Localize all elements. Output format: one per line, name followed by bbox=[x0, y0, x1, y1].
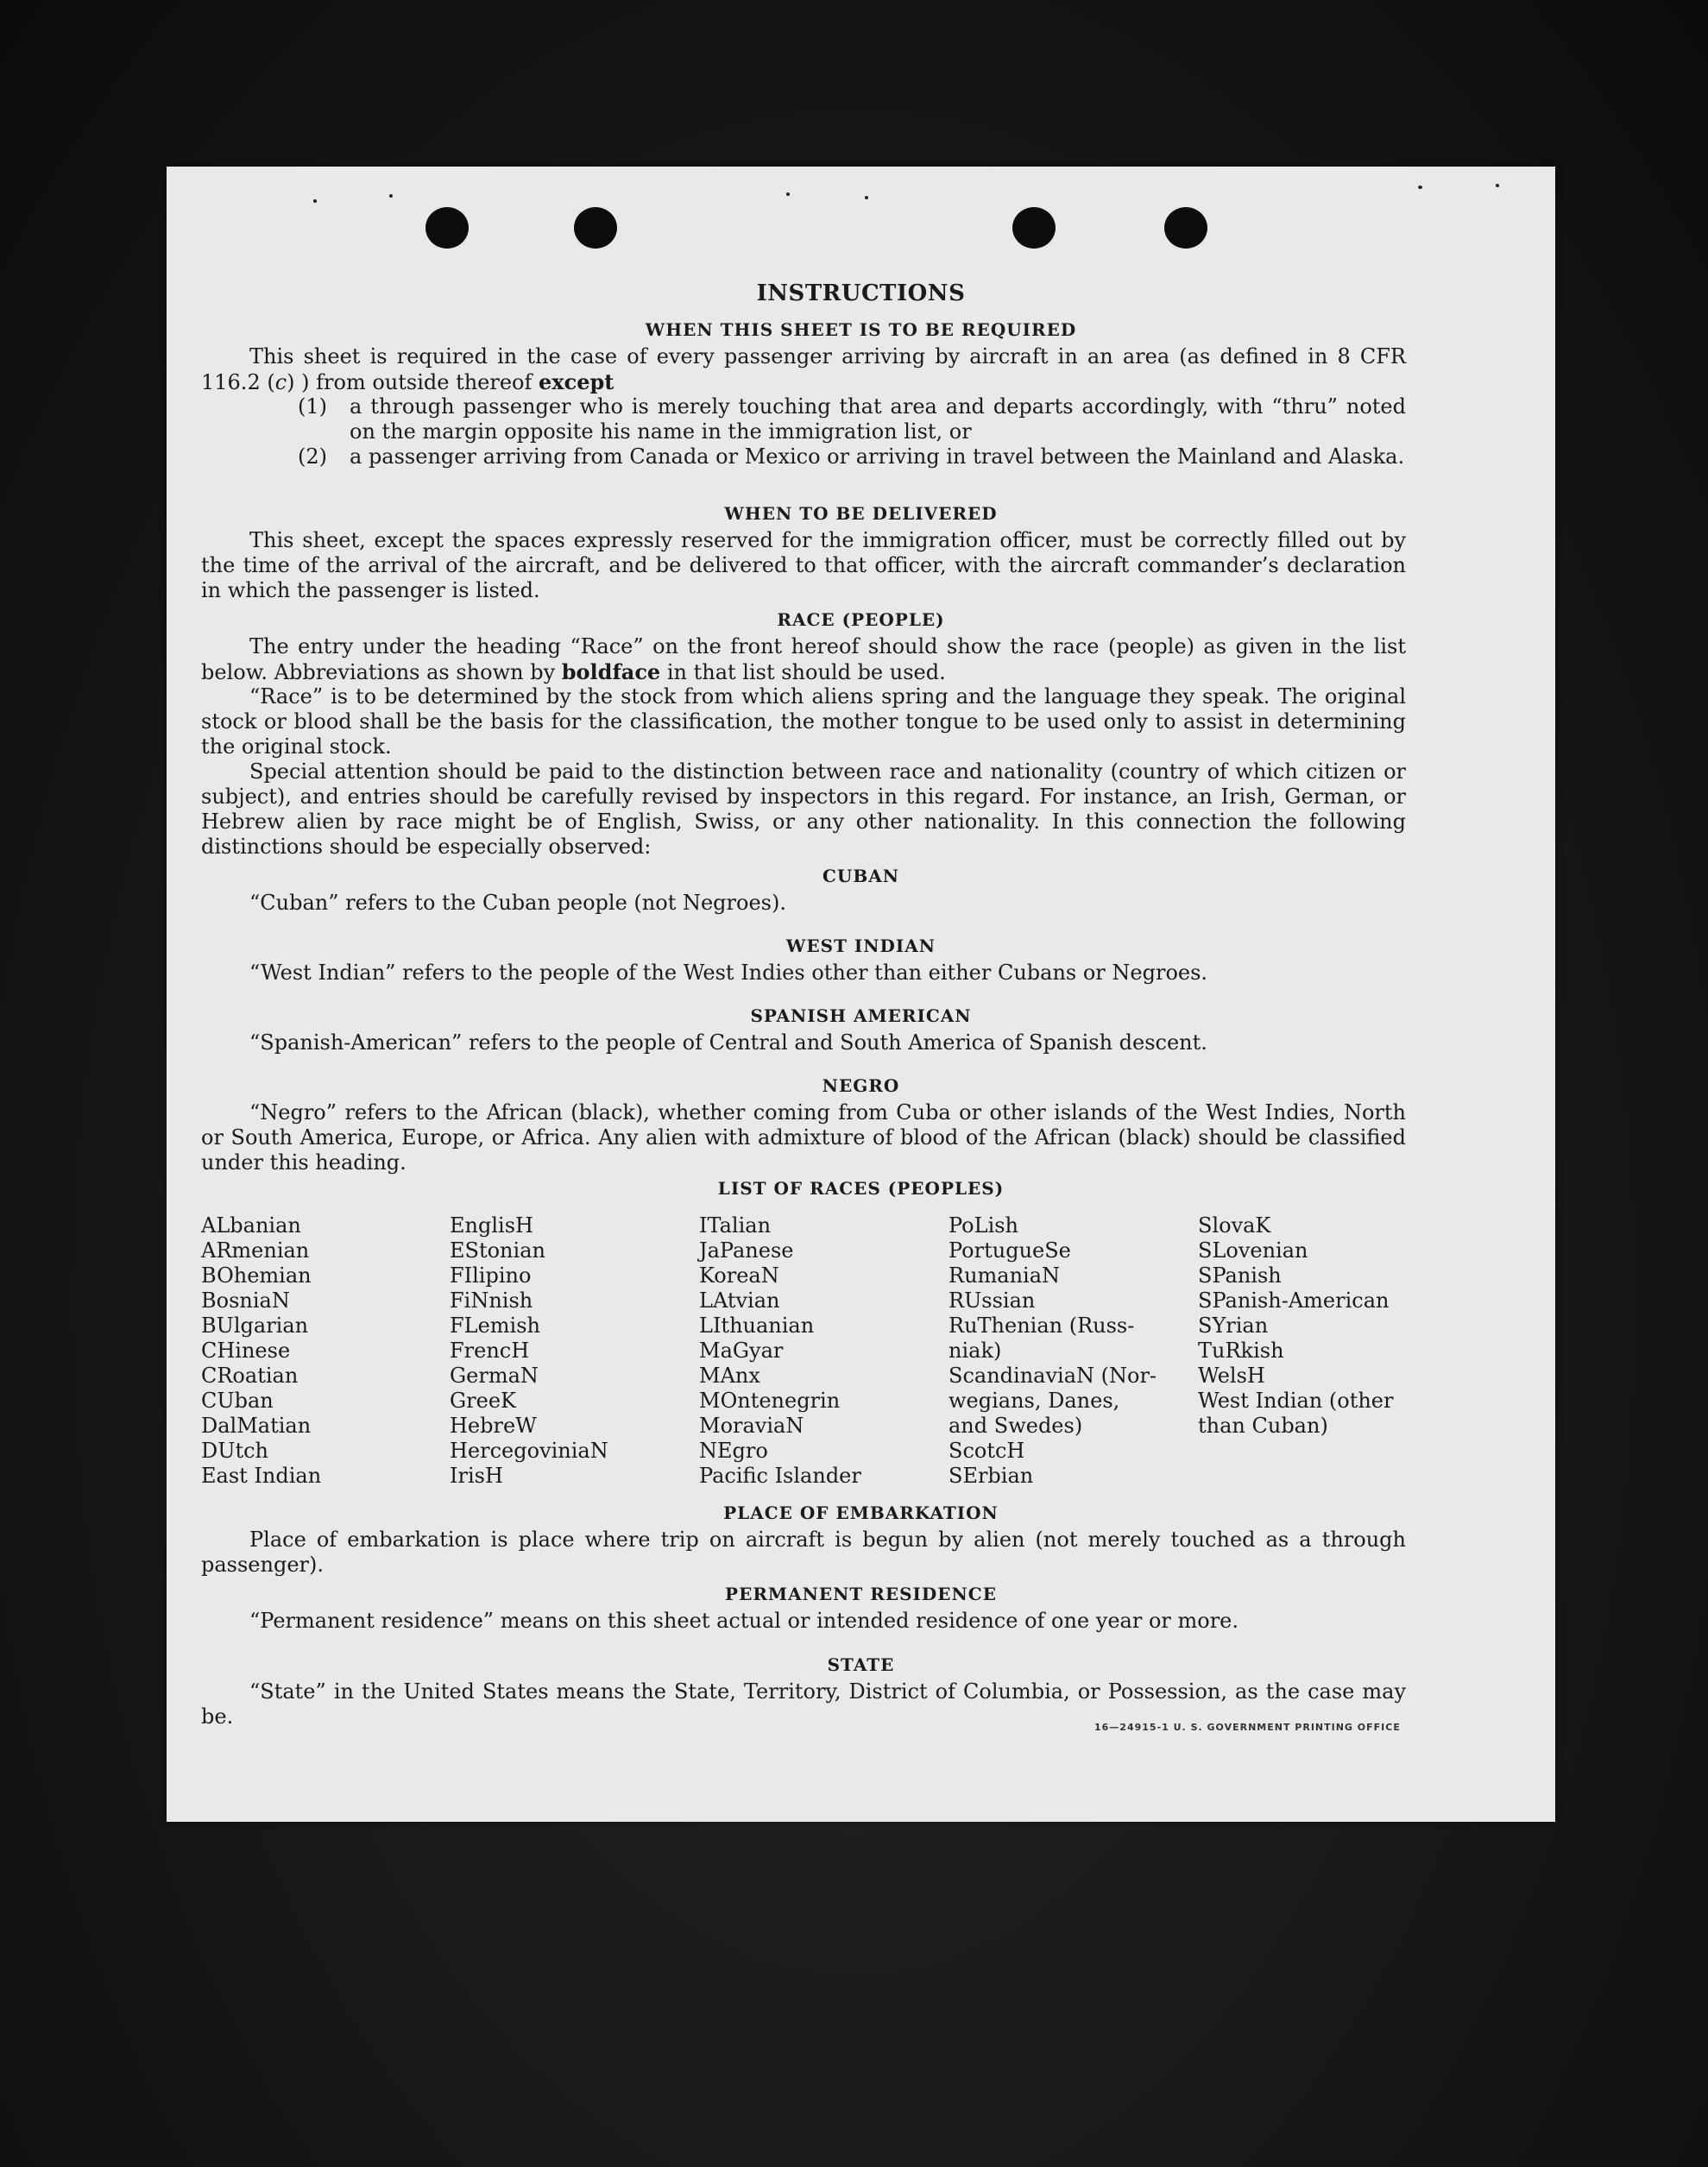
item-number: (1) bbox=[298, 394, 327, 419]
paragraph-spanish-american: “Spanish-American” refers to the people of Central and South America of Spanish descent. bbox=[249, 1030, 1207, 1055]
race-entry: PortugueSe bbox=[949, 1238, 1071, 1263]
race-entry: RumaniaN bbox=[949, 1263, 1061, 1288]
punch-hole bbox=[1012, 207, 1056, 249]
race-boldface: boldface bbox=[561, 659, 661, 684]
list-item bbox=[298, 444, 1406, 469]
races-column bbox=[949, 1213, 1157, 1489]
race-entry: FrencH bbox=[450, 1339, 530, 1363]
paragraph-negro: “Negro” refers to the African (black), whether coming from Cuba or other islands of the West Indies, North or South America, Europe, or Africa. Any alien with admixture of blood of the African (black) should be classified under this heading. bbox=[201, 1100, 1406, 1175]
scan-speck bbox=[313, 199, 317, 203]
heading-race: RACE (PEOPLE) bbox=[777, 609, 945, 630]
race-entry: BUlgarian bbox=[201, 1313, 309, 1338]
printer-mark: 16—24915-1 U. S. GOVERNMENT PRINTING OFFICE bbox=[1094, 1722, 1401, 1733]
scan-speck bbox=[1418, 186, 1422, 189]
race-entry: CUban bbox=[201, 1389, 274, 1413]
race-entry: DalMatian bbox=[201, 1414, 312, 1438]
races-column bbox=[699, 1213, 861, 1489]
heading-when-delivered: WHEN TO BE DELIVERED bbox=[724, 503, 998, 524]
heading-spanish-american: SPANISH AMERICAN bbox=[750, 1005, 972, 1026]
paragraph-race-2: “Race” is to be determined by the stock from which aliens spring and the language they speak. The original stock or blood shall be the basis for the classification, the mother tongue to be used only to assist in determining the original stock. bbox=[201, 684, 1406, 759]
paragraph-state: “State” in the United States means the State, Territory, District of Columbia, or Possession, as the case may be. bbox=[201, 1679, 1406, 1729]
race-entry: IrisH bbox=[450, 1464, 503, 1488]
paragraph-west-indian: “West Indian” refers to the people of the West Indies other than either Cubans or Negroes. bbox=[249, 961, 1208, 985]
race-entry: HercegoviniaN bbox=[450, 1439, 608, 1463]
heading-embarkation: PLACE OF EMBARKATION bbox=[723, 1502, 999, 1523]
heading-cuban: CUBAN bbox=[822, 866, 900, 886]
scan-speck bbox=[786, 192, 790, 196]
race-entry: NEgro bbox=[699, 1439, 768, 1463]
heading-permanent-residence: PERMANENT RESIDENCE bbox=[725, 1584, 997, 1604]
race-entry: WelsH bbox=[1198, 1364, 1265, 1388]
intro-text: This sheet is required in the case of every passenger arriving by aircraft in an area (as defined in 8 CFR 116.2 ( bbox=[201, 344, 1406, 394]
race-entry: FiNnish bbox=[450, 1288, 533, 1313]
intro-except: except bbox=[539, 369, 615, 394]
race-entry: GermaN bbox=[450, 1364, 539, 1388]
race-entry: SLovenian bbox=[1198, 1238, 1308, 1263]
race-text-post: in that list should be used. bbox=[660, 660, 946, 684]
race-entry: CHinese bbox=[201, 1339, 291, 1363]
punch-hole bbox=[1164, 207, 1207, 249]
race-entry: niak) bbox=[949, 1339, 1002, 1363]
race-entry: GreeK bbox=[450, 1389, 516, 1413]
race-entry: SYrian bbox=[1198, 1313, 1269, 1338]
race-entry: EnglisH bbox=[450, 1213, 533, 1238]
intro-subsection: c bbox=[274, 370, 287, 394]
race-entry: MoraviaN bbox=[699, 1414, 804, 1438]
race-entry: JaPanese bbox=[699, 1238, 794, 1263]
race-entry: RuThenian (Russ- bbox=[949, 1313, 1135, 1338]
race-entry: MOntenegrin bbox=[699, 1389, 841, 1413]
race-entry: TuRkish bbox=[1198, 1339, 1284, 1363]
race-text: The entry under the heading “Race” on the front hereof should show the race (people) as given in the list below. Abbreviations as shown by bbox=[201, 634, 1406, 684]
race-entry: SlovaK bbox=[1198, 1213, 1271, 1238]
scan-speck bbox=[865, 196, 868, 199]
race-entry: KoreaN bbox=[699, 1263, 779, 1288]
intro-text-mid: ) ) from outside thereof bbox=[287, 370, 539, 394]
race-entry: SPanish-American bbox=[1198, 1288, 1390, 1313]
paragraph-when-required bbox=[201, 344, 1406, 395]
race-entry: Pacific Islander bbox=[699, 1464, 861, 1488]
race-entry: MAnx bbox=[699, 1364, 760, 1388]
race-entry: CRoatian bbox=[201, 1364, 299, 1388]
race-entry: ScotcH bbox=[949, 1439, 1025, 1463]
race-entry: DUtch bbox=[201, 1439, 269, 1463]
race-entry: MaGyar bbox=[699, 1339, 784, 1363]
instruction-sheet bbox=[167, 167, 1555, 1822]
race-entry: ITalian bbox=[699, 1213, 772, 1238]
race-entry: PoLish bbox=[949, 1213, 1019, 1238]
race-entry: West Indian (other bbox=[1198, 1389, 1394, 1413]
heading-when-required: WHEN THIS SHEET IS TO BE REQUIRED bbox=[645, 319, 1077, 340]
punch-hole bbox=[574, 207, 617, 249]
heading-state: STATE bbox=[827, 1654, 895, 1675]
race-entry: FIlipino bbox=[450, 1263, 532, 1288]
races-column bbox=[1198, 1213, 1393, 1439]
race-entry: and Swedes) bbox=[949, 1414, 1083, 1438]
races-list bbox=[201, 1213, 1427, 1488]
races-column bbox=[201, 1213, 321, 1489]
paragraph-race-3: Special attention should be paid to the distinction between race and nationality (country of which citizen or subject), and entries should be carefully revised by inspectors in this regard. For instance, an Irish, German, or Hebrew alien by race might be of English, Swiss, or any other nationality. In this connection the following distinctions should be especially observed: bbox=[201, 759, 1406, 859]
races-column bbox=[450, 1213, 608, 1489]
paragraph-cuban: “Cuban” refers to the Cuban people (not Negroes). bbox=[249, 891, 786, 915]
race-entry: LAtvian bbox=[699, 1288, 780, 1313]
race-entry: ALbanian bbox=[201, 1213, 301, 1238]
paragraph-permanent-residence: “Permanent residence” means on this sheet actual or intended residence of one year or more. bbox=[249, 1609, 1238, 1633]
race-entry: than Cuban) bbox=[1198, 1414, 1328, 1438]
race-entry: HebreW bbox=[450, 1414, 537, 1438]
item-text: a passenger arriving from Canada or Mexico or arriving in travel between the Mainland and Alaska. bbox=[350, 444, 1405, 469]
race-entry: LIthuanian bbox=[699, 1313, 815, 1338]
race-entry: BOhemian bbox=[201, 1263, 312, 1288]
scan-speck bbox=[389, 194, 393, 198]
race-entry: RUssian bbox=[949, 1288, 1036, 1313]
paragraph-when-delivered: This sheet, except the spaces expressly reserved for the immigration officer, must be correctly filled out by the time of the arrival of the aircraft, and be delivered to that officer, with the aircraft commander’s declaration in which the passenger is listed. bbox=[201, 528, 1406, 602]
heading-west-indian: WEST INDIAN bbox=[785, 935, 936, 956]
race-entry: ScandinaviaN (Nor- bbox=[949, 1364, 1157, 1388]
heading-negro: NEGRO bbox=[822, 1075, 900, 1096]
punch-hole bbox=[425, 207, 469, 249]
race-entry: SErbian bbox=[949, 1464, 1034, 1488]
race-entry: wegians, Danes, bbox=[949, 1389, 1120, 1413]
race-entry: East Indian bbox=[201, 1464, 322, 1488]
race-entry: SPanish bbox=[1198, 1263, 1282, 1288]
heading-list-of-races: LIST OF RACES (PEOPLES) bbox=[717, 1178, 1005, 1199]
scan-speck bbox=[1496, 184, 1499, 187]
paragraph-embarkation: Place of embarkation is place where trip on aircraft is begun by alien (not merely touched as a through passenger). bbox=[201, 1528, 1406, 1577]
page-title: INSTRUCTIONS bbox=[756, 280, 966, 306]
item-text: a through passenger who is merely touching that area and departs accordingly, with “thru” noted on the margin opposite his name in the immigration list, or bbox=[350, 394, 1406, 444]
race-entry: FLemish bbox=[450, 1313, 540, 1338]
item-number: (2) bbox=[298, 444, 327, 469]
race-entry: EStonian bbox=[450, 1238, 545, 1263]
list-item bbox=[298, 394, 1406, 444]
race-entry: ARmenian bbox=[201, 1238, 310, 1263]
race-entry: BosniaN bbox=[201, 1288, 290, 1313]
paragraph-race-1 bbox=[201, 634, 1406, 685]
